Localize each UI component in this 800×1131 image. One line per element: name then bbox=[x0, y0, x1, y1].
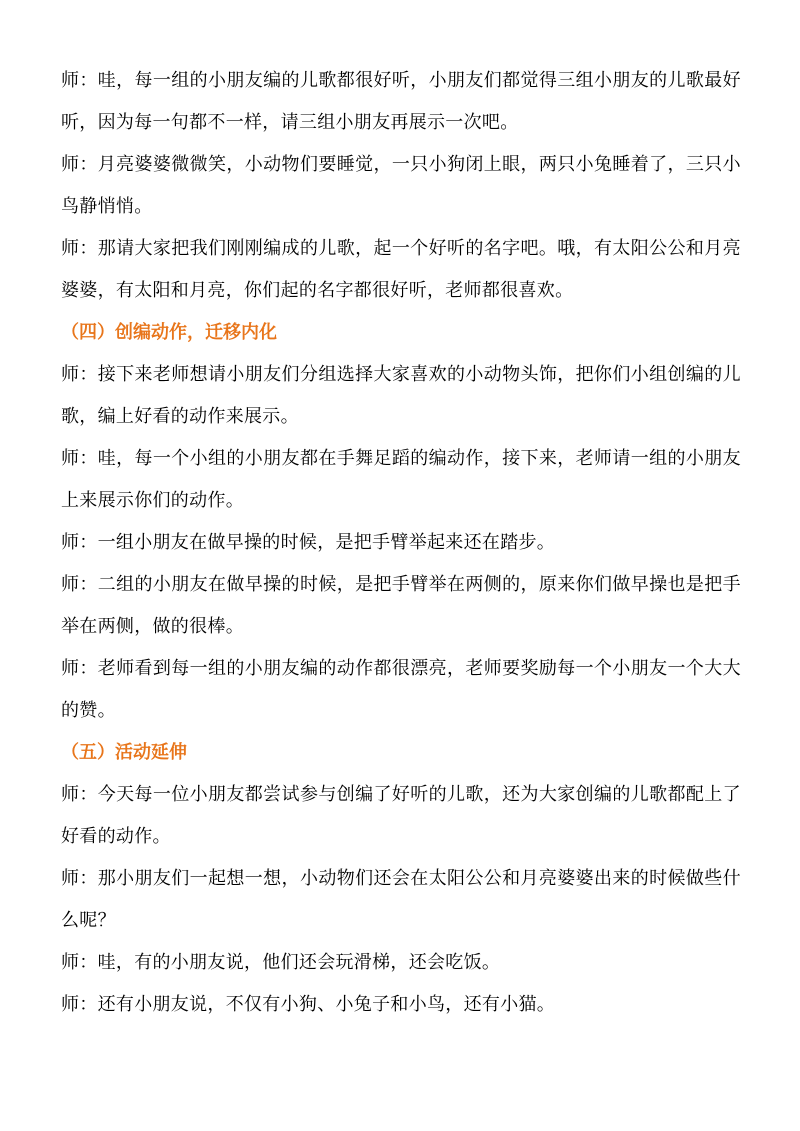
paragraph: 师：哇，每一组的小朋友编的儿歌都很好听，小朋友们都觉得三组小朋友的儿歌最好听，因为每一句都不一样，请三组小朋友再展示一次吧。 bbox=[61, 70, 741, 133]
paragraph: 师：今天每一位小朋友都尝试参与创编了好听的儿歌，还为大家创编的儿歌都配上了好看的动作。 bbox=[61, 784, 741, 847]
section-heading: （四）创编动作，迁移内化 bbox=[61, 322, 277, 343]
paragraph: 师：还有小朋友说，不仅有小狗、小兔子和小鸟，还有小猫。 bbox=[61, 994, 556, 1015]
paragraph: 师：一组小朋友在做早操的时候，是把手臂举起来还在踏步。 bbox=[61, 532, 556, 553]
paragraph: 师：哇，有的小朋友说，他们还会玩滑梯，还会吃饭。 bbox=[61, 952, 501, 973]
paragraph: 师：老师看到每一组的小朋友编的动作都很漂亮，老师要奖励每一个小朋友一个大大的赞。 bbox=[61, 658, 741, 721]
paragraph: 师：月亮婆婆微微笑，小动物们要睡觉，一只小狗闭上眼，两只小兔睡着了，三只小鸟静悄悄。 bbox=[61, 154, 741, 217]
document-body bbox=[61, 60, 741, 1026]
section-heading: （五）活动延伸 bbox=[61, 742, 187, 763]
paragraph: 师：接下来老师想请小朋友们分组选择大家喜欢的小动物头饰，把你们小组创编的儿歌，编上好看的动作来展示。 bbox=[61, 364, 741, 427]
paragraph: 师：哇，每一个小组的小朋友都在手舞足蹈的编动作，接下来，老师请一组的小朋友上来展示你们的动作。 bbox=[61, 448, 741, 511]
paragraph: 师：那请大家把我们刚刚编成的儿歌，起一个好听的名字吧。哦，有太阳公公和月亮婆婆，有太阳和月亮，你们起的名字都很好听，老师都很喜欢。 bbox=[61, 238, 741, 301]
paragraph: 师：二组的小朋友在做早操的时候，是把手臂举在两侧的，原来你们做早操也是把手举在两侧，做的很棒。 bbox=[61, 574, 741, 637]
paragraph: 师：那小朋友们一起想一想，小动物们还会在太阳公公和月亮婆婆出来的时候做些什么呢？ bbox=[61, 868, 741, 931]
